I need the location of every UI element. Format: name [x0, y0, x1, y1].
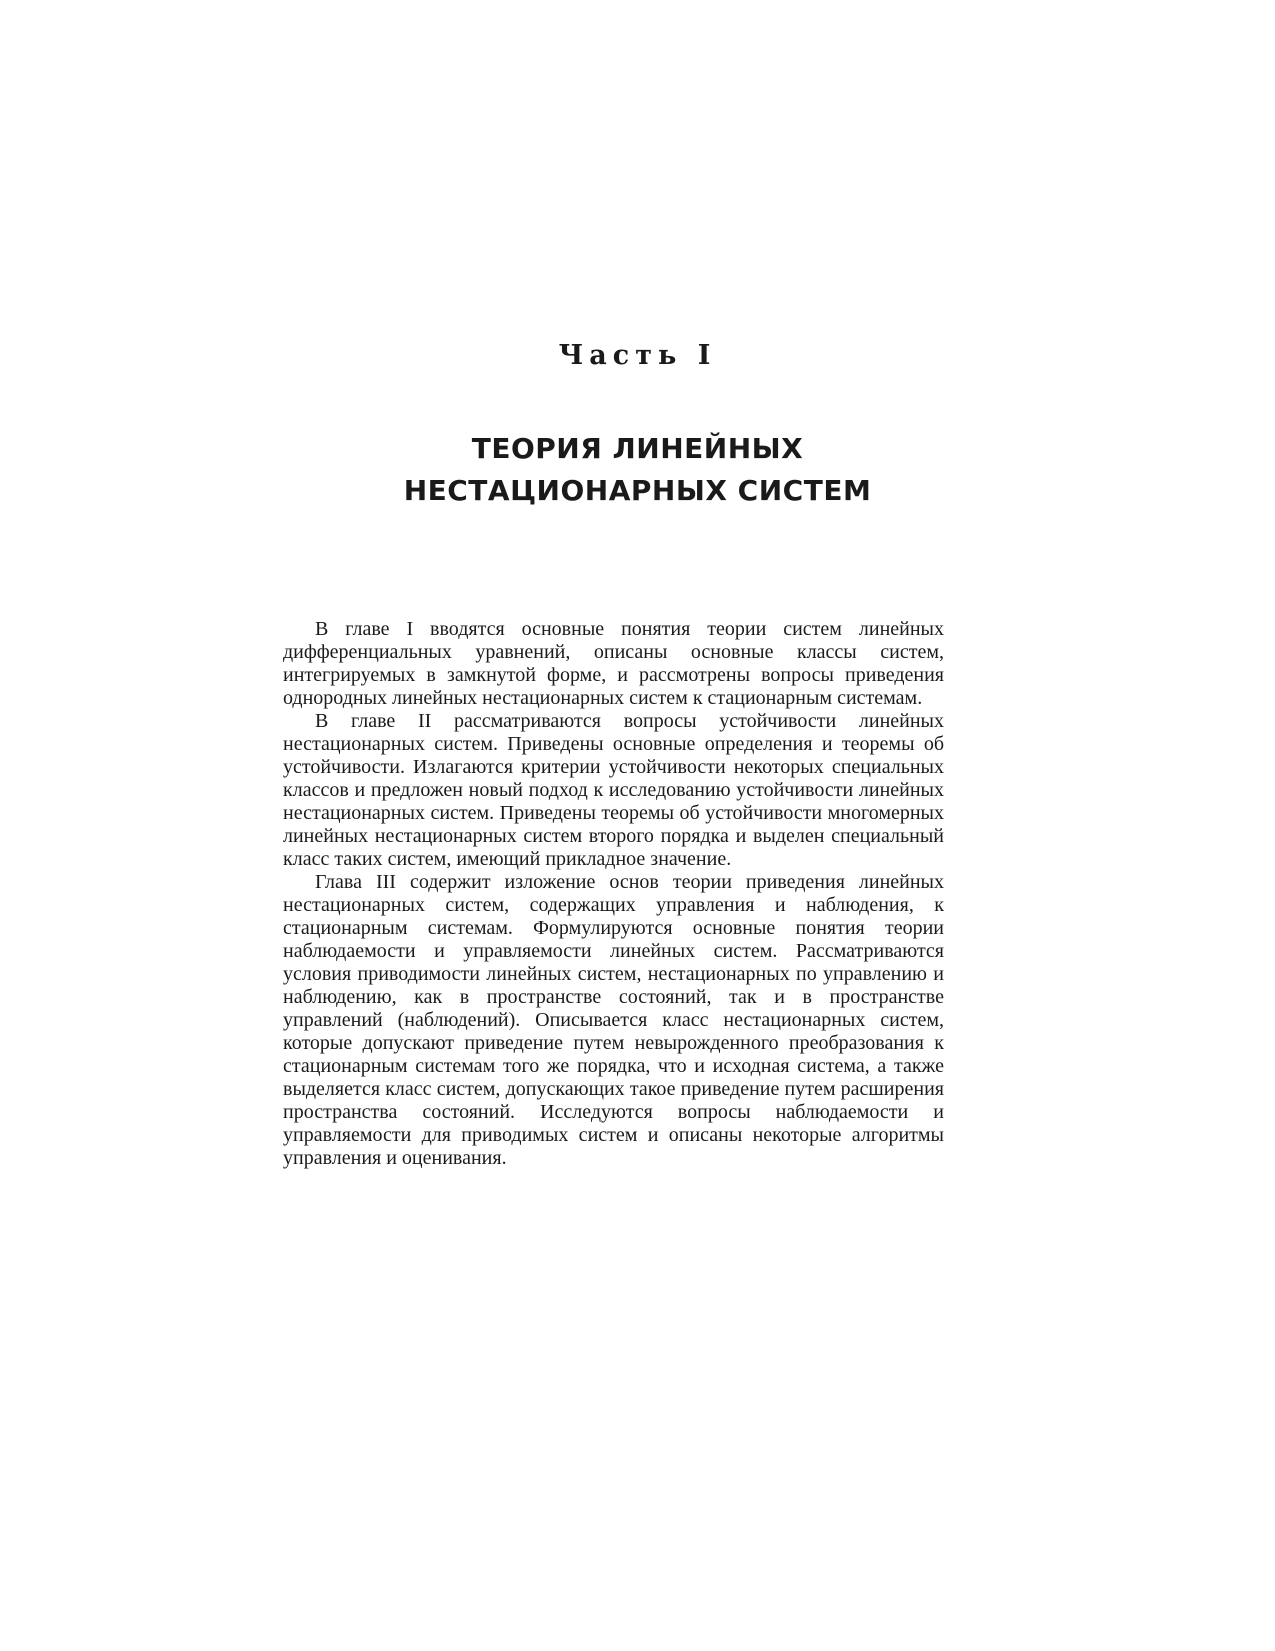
part-title-line-2: НЕСТАЦИОНАРНЫХ СИСТЕМ — [403, 474, 872, 507]
part-title-line-1: ТЕОРИЯ ЛИНЕЙНЫХ — [471, 432, 804, 465]
part-label: Часть I — [558, 340, 717, 371]
intro-paragraph-chapter-2: В главе II рассматриваются вопросы устойчивости линейных нестационарных систем. Приведены основные определения и теоремы об устойчивости. Излагаются критерии устойчивости некоторых специальных классов и предложен новый подход к исследованию устойчивости линейных нестационарных систем. Приведены теоремы об устойчивости многомерных линейных нестационарных систем второго порядка и выделен специальный класс таких систем, имеющий прикладное значение. — [283, 710, 944, 870]
intro-paragraph-chapter-3: Глава III содержит изложение основ теории приведения линейных нестационарных систем, содержащих управления и наблюдения, к стационарным системам. Формулируются основные понятия теории наблюдаемости и управляемости линейных систем. Рассматриваются условия приводимости линейных систем, нестационарных по управлению и наблюдению, как в пространстве состояний, так и в пространстве управлений (наблюдений). Описывается класс нестационарных систем, которые допускают приведение путем невырожденного преобразования к стационарным системам того же порядка, что и исходная система, а также выделяется класс систем, допускающих такое приведение путем расширения пространства состояний. Исследуются вопросы наблюдаемости и управляемости для приводимых систем и описаны некоторые алгоритмы управления и оценивания. — [283, 871, 944, 1169]
intro-paragraph-chapter-1: В главе I вводятся основные понятия теории систем линейных дифференциальных уравнений, описаны основные классы систем, интегрируемых в замкнутой форме, и рассмотрены вопросы приведения однородных линейных нестационарных систем к стационарным системам. — [283, 618, 944, 709]
part-title — [0, 428, 1275, 512]
part-introduction — [283, 618, 944, 1170]
